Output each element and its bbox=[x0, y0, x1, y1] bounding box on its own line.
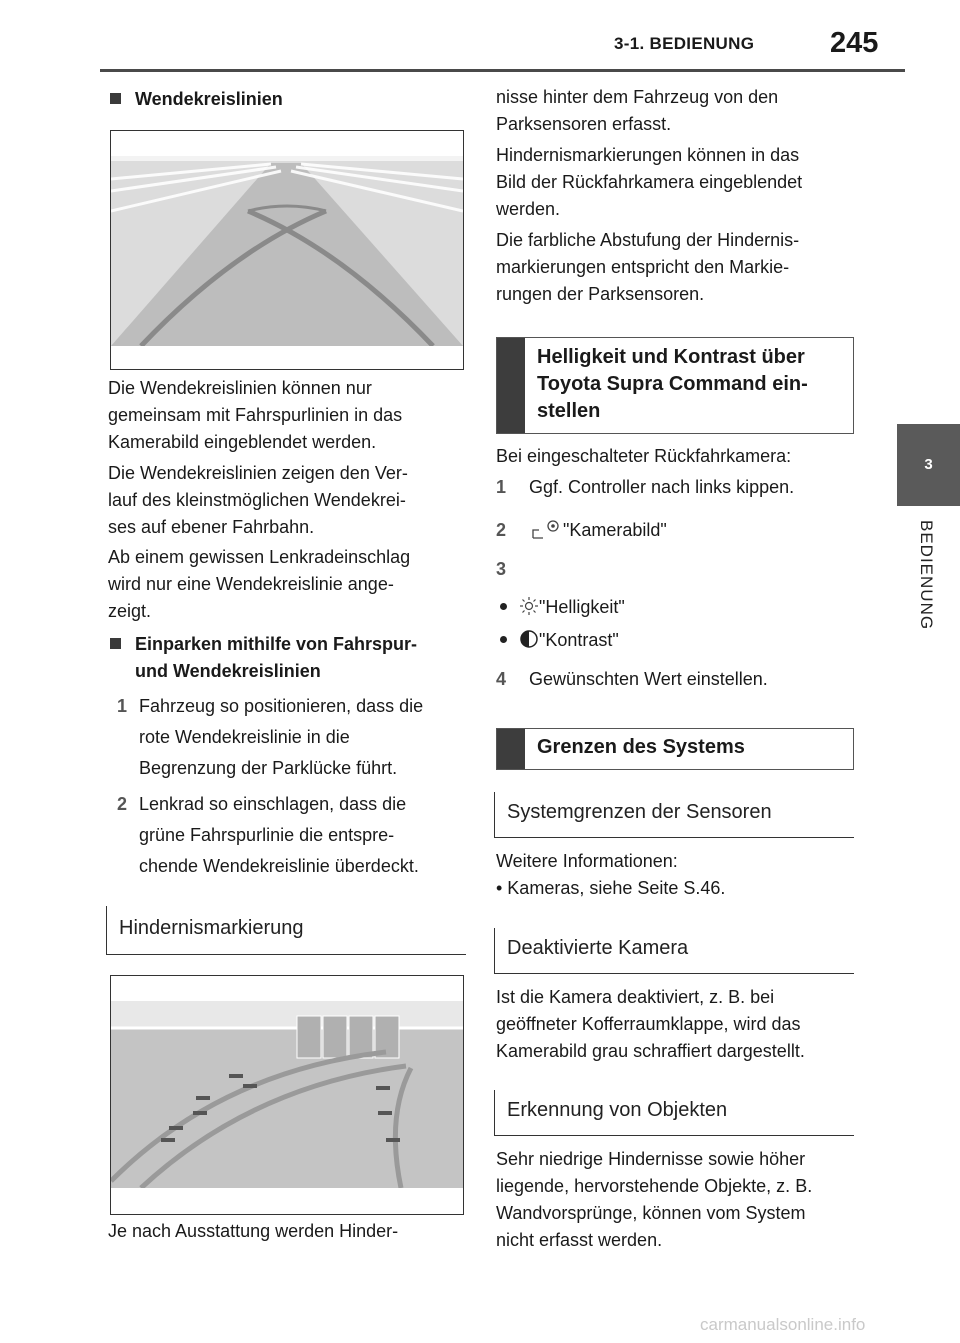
section-box-helligkeit: Helligkeit und Kontrast über Toyota Supra Command ein- stellen bbox=[496, 337, 854, 434]
subheading-systemgrenzen: Systemgrenzen der Sensoren bbox=[494, 792, 854, 838]
bullet-kontrast: "Kontrast" bbox=[490, 627, 619, 654]
camera-on-text: Bei eingeschalteter Rückfahrkamera: bbox=[496, 446, 792, 466]
step-2: 2 Lenkrad so einschlagen, dass die grüne Fahrspurlinie die entspre- chende Wendekreislinie überdeckt. bbox=[117, 794, 419, 876]
header-divider bbox=[100, 69, 905, 72]
heading-einparken: Einparken mithilfe von Fahrspur- und Wendekreislinien bbox=[110, 631, 470, 685]
page-number: 245 bbox=[830, 27, 879, 59]
more-info-bullet: • Kameras, siehe Seite S.46. bbox=[496, 878, 726, 898]
watermark: carmanualsonline.info bbox=[700, 1315, 866, 1334]
subheading-deaktivierte-kamera: Deaktivierte Kamera bbox=[494, 928, 854, 974]
section-box-bar bbox=[497, 338, 525, 433]
objects-paragraph: Sehr niedrige Hindernisse sowie höher liegende, hervorstehende Objekte, z. B. Wandvorsprünge, können vom System nicht erfasst werden. bbox=[496, 1149, 813, 1250]
paragraph-1: Die Wendekreislinien können nur gemeinsam mit Fahrspurlinien in das Kamerabild eingeblendet werden. bbox=[108, 378, 403, 452]
section-box-bar bbox=[497, 729, 525, 769]
bullet-dot bbox=[500, 603, 507, 610]
right-step-2: 2 "Kamerabild" bbox=[496, 520, 667, 540]
chapter-tab[interactable]: 3 bbox=[897, 424, 960, 506]
turning-lines-figure bbox=[110, 130, 464, 370]
subheading-erkennung: Erkennung von Objekten bbox=[494, 1090, 854, 1136]
deactivated-paragraph: Ist die Kamera deaktiviert, z. B. bei geöffneter Kofferraumklappe, wird das Kamerabild grau schraffiert dargestellt. bbox=[496, 987, 805, 1061]
subheading-hindernismarkierung: Hindernismarkierung bbox=[106, 906, 466, 955]
bullet-dot bbox=[500, 636, 507, 643]
right-step-4: 4 Gewünschten Wert einstellen. bbox=[496, 669, 768, 689]
right-step-3: 3 bbox=[496, 559, 507, 579]
section-title: 3-1. BEDIENUNG bbox=[614, 34, 755, 53]
paragraph-2: Die Wendekreislinien zeigen den Ver- lauf des kleinstmöglichen Wendekrei- ses auf ebener Fahrbahn. bbox=[108, 463, 408, 537]
contrast-icon bbox=[519, 629, 539, 649]
bullet-helligkeit: "Helligkeit" bbox=[490, 594, 625, 621]
camera-settings-icon bbox=[529, 518, 563, 540]
right-paragraph-2: Hindernismarkierungen können in das Bild der Rückfahrkamera eingeblendet werden. bbox=[496, 145, 803, 219]
bottom-left-text: Je nach Ausstattung werden Hinder- bbox=[108, 1221, 399, 1241]
right-paragraph-3: Die farbliche Abstufung der Hindernis- markierungen entspricht den Markie- rungen der Parksensoren. bbox=[496, 230, 800, 304]
section-box-grenzen: Grenzen des Systems bbox=[496, 728, 854, 770]
square-bullet-icon bbox=[110, 638, 121, 649]
step-1: 1 Fahrzeug so positionieren, dass die rote Wendekreislinie in die Begrenzung der Parklücke führt. bbox=[117, 696, 424, 778]
paragraph-3: Ab einem gewissen Lenkradeinschlag wird nur eine Wendekreislinie ange- zeigt. bbox=[108, 547, 411, 621]
square-bullet-icon bbox=[110, 93, 121, 104]
more-info-text: Weitere Informationen: bbox=[496, 851, 678, 871]
right-intro: nisse hinter dem Fahrzeug von den Parksensoren erfasst. bbox=[496, 87, 779, 134]
heading-wendekreislinien: Wendekreislinien bbox=[110, 86, 283, 113]
chapter-label: BEDIENUNG bbox=[917, 520, 936, 631]
right-step-1: 1 Ggf. Controller nach links kippen. bbox=[496, 477, 795, 497]
obstacle-markers-figure bbox=[110, 975, 464, 1215]
obstacle-markers-illustration bbox=[111, 976, 463, 1214]
brightness-icon bbox=[519, 596, 539, 616]
turning-lines-illustration bbox=[111, 131, 463, 369]
